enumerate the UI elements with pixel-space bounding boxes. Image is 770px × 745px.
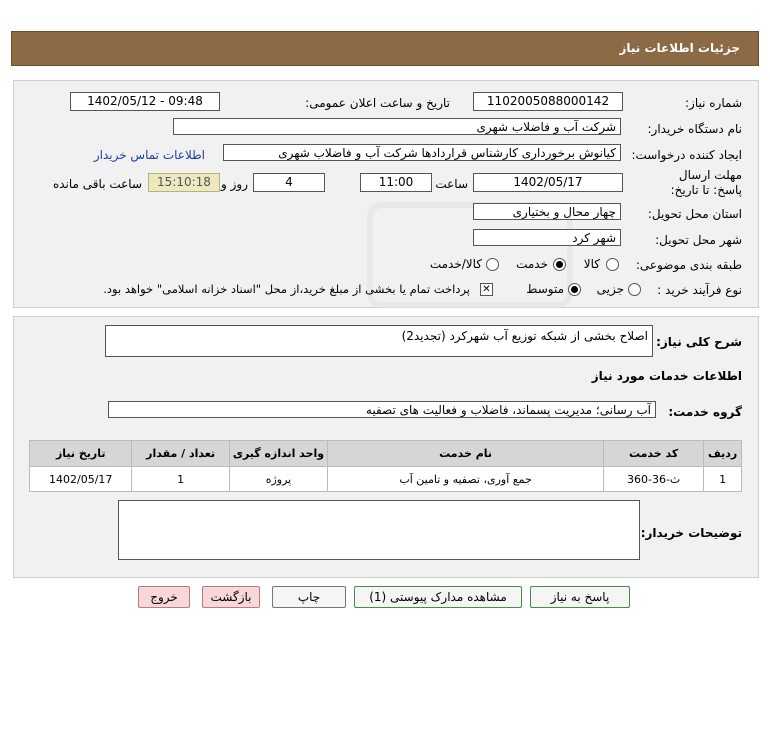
col-qty: تعداد / مقدار	[132, 441, 229, 467]
service-group-label: گروه خدمت:	[668, 405, 742, 419]
city-label: شهر محل تحویل:	[655, 233, 742, 247]
deadline-time-field: 11:00	[360, 173, 432, 192]
exit-button[interactable]: خروج	[138, 586, 190, 608]
deadline-label-text: مهلت ارسال پاسخ: تا تاریخ:	[670, 168, 742, 197]
category-radio-service[interactable]	[553, 258, 566, 271]
process-option-minor: جزیی	[596, 282, 624, 296]
cell-service-name: جمع آوری، تصفیه و تامین آب	[328, 467, 604, 492]
requester-label: ایجاد کننده درخواست:	[631, 148, 742, 162]
page-header	[11, 31, 759, 66]
category-radio-goods[interactable]	[606, 258, 619, 271]
cell-date: 1402/05/17	[30, 467, 132, 492]
summary-label: شرح کلی نیاز:	[656, 335, 742, 349]
reply-button[interactable]: پاسخ به نیاز	[530, 586, 630, 608]
buyer-notes-field	[118, 500, 640, 560]
cell-service-code: ث-36-360	[604, 467, 704, 492]
category-label: طبقه بندی موضوعی:	[635, 258, 742, 272]
process-label: نوع فرآیند خرید :	[657, 283, 742, 297]
attachments-button[interactable]: مشاهده مدارک پیوستی (1)	[354, 586, 522, 608]
category-option-goods-service: کالا/خدمت	[429, 257, 482, 271]
buyer-org-label: نام دستگاه خریدار:	[647, 122, 742, 136]
remaining-timer: 15:10:18	[148, 173, 220, 192]
process-radio-minor[interactable]	[628, 283, 641, 296]
deadline-time-label: ساعت	[435, 177, 468, 191]
category-option-service: خدمت	[516, 257, 548, 271]
col-service-code: کد خدمت	[604, 441, 704, 467]
province-label: استان محل تحویل:	[647, 207, 742, 221]
cell-row: 1	[704, 467, 742, 492]
col-service-name: نام خدمت	[328, 441, 604, 467]
need-number-label: شماره نیاز:	[685, 96, 742, 110]
cell-qty: 1	[132, 467, 229, 492]
city-field: شهر کرد	[473, 229, 621, 246]
page-title: جزئیات اطلاعات نیاز	[619, 41, 740, 55]
announce-label: تاریخ و ساعت اعلان عمومی:	[305, 96, 450, 110]
services-table	[29, 440, 742, 492]
deadline-label	[668, 168, 742, 198]
service-group-field: آب رسانی؛ مدیریت پسماند، فاضلاب و فعالیت های تصفیه	[108, 401, 656, 418]
cell-unit: پروژه	[229, 467, 327, 492]
buyer-org-field: شرکت آب و فاضلاب شهری	[173, 118, 621, 135]
need-number-field: 1102005088000142	[473, 92, 623, 111]
days-field: 4	[253, 173, 325, 192]
treasury-checkbox[interactable]: ✕	[480, 283, 493, 296]
col-unit: واحد اندازه گیری	[229, 441, 327, 467]
payment-note: پرداخت تمام یا بخشی از مبلغ خرید،از محل "اسناد خزانه اسلامی" خواهد بود.	[103, 282, 470, 296]
services-heading: اطلاعات خدمات مورد نیاز	[591, 369, 742, 383]
process-option-medium: متوسط	[526, 282, 564, 296]
table-header-row	[30, 441, 742, 467]
process-radio-medium[interactable]	[568, 283, 581, 296]
table-row	[30, 467, 742, 492]
contact-buyer-link[interactable]: اطلاعات تماس خریدار	[93, 148, 205, 162]
col-row: ردیف	[704, 441, 742, 467]
category-radio-goods-service[interactable]	[486, 258, 499, 271]
days-label: روز و	[221, 177, 248, 191]
category-option-goods: کالا	[583, 257, 600, 271]
summary-field: اصلاح بخشی از شبکه توزیع آب شهرکرد (تجدید2)	[105, 325, 653, 357]
announce-field: 1402/05/12 - 09:48	[70, 92, 220, 111]
deadline-date-field: 1402/05/17	[473, 173, 623, 192]
province-field: چهار محال و بختیاری	[473, 203, 621, 220]
col-date: تاریخ نیاز	[30, 441, 132, 467]
back-button[interactable]: بازگشت	[202, 586, 260, 608]
buyer-notes-label: توضیحات خریدار:	[640, 526, 742, 540]
requester-field: کیانوش برخورداری کارشناس قراردادها شرکت آب و فاضلاب شهری	[223, 144, 621, 161]
remaining-label: ساعت باقی مانده	[52, 177, 142, 191]
print-button[interactable]: چاپ	[272, 586, 346, 608]
